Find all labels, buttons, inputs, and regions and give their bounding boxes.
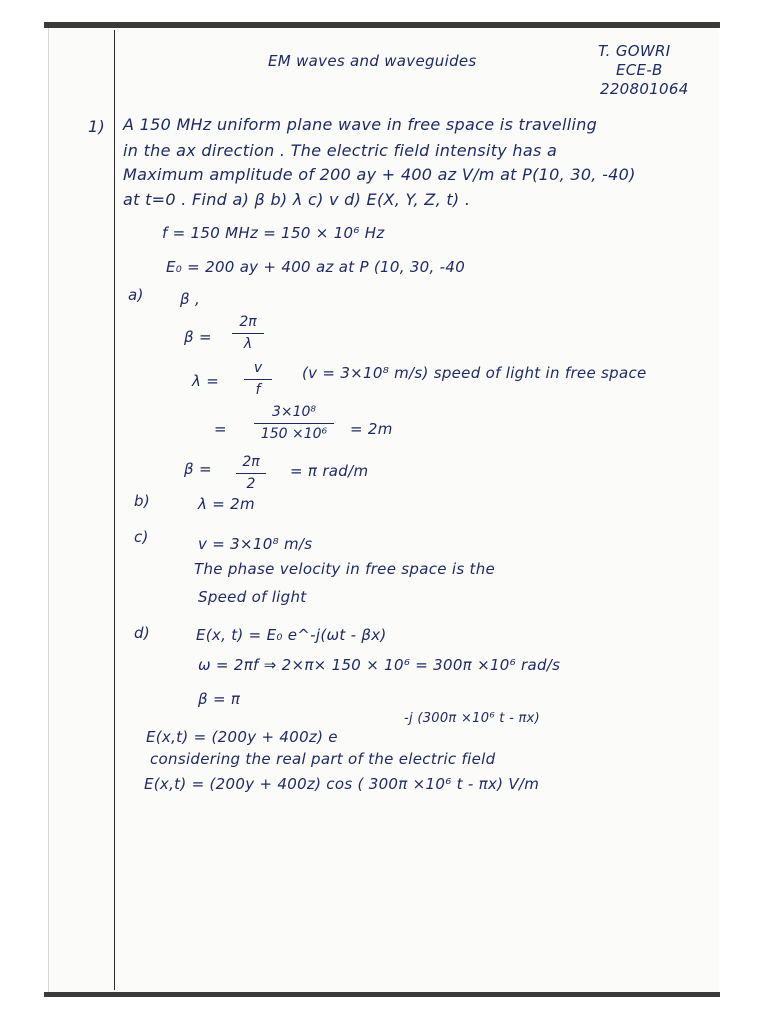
lambda-formula-fraction <box>244 360 272 399</box>
lambda-formula-numerator: v <box>253 360 263 376</box>
lambda-formula-lhs: λ = <box>192 372 220 390</box>
beta-formula-denominator: λ <box>243 336 253 352</box>
wavelength-calc-denominator: 150 ×10⁶ <box>260 426 328 442</box>
field-equation-general: E(x, t) = E₀ e^-j(ωt - βx) <box>196 626 387 644</box>
phase-velocity-answer: v = 3×10⁸ m/s <box>198 535 313 553</box>
beta-value-fraction <box>236 454 266 493</box>
student-class: ECE-B <box>616 61 663 79</box>
wavelength-answer: λ = 2m <box>198 495 255 513</box>
beta-value-lhs: β = <box>184 460 212 478</box>
beta-value-numerator: 2π <box>242 454 260 470</box>
phase-velocity-text-1: The phase velocity in free space is the <box>194 560 496 578</box>
lambda-formula-denominator: f <box>255 382 261 398</box>
phase-velocity-text-2: Speed of light <box>198 588 307 606</box>
fraction-bar <box>254 423 334 424</box>
beta-value-result: = π rad/m <box>290 462 369 480</box>
part-d-label: d) <box>134 624 150 642</box>
beta-formula-numerator: 2π <box>239 314 257 330</box>
beta-value-denominator: 2 <box>246 476 256 492</box>
question-line-4: at t=0 . Find a) β b) λ c) v d) E(X, Y, Z, t) . <box>123 190 471 209</box>
student-name: T. GOWRI <box>598 42 671 60</box>
equals-sign: = <box>214 420 227 438</box>
question-line-3: Maximum amplitude of 200 ay + 400 az V/m at P(10, 30, -40) <box>123 165 636 184</box>
fraction-bar <box>232 333 264 334</box>
beta-formula-fraction <box>232 314 264 353</box>
beta-value: β = π <box>198 690 241 708</box>
field-equation-exponent: -j (300π ×10⁶ t - πx) <box>404 711 541 726</box>
margin-line <box>114 30 115 990</box>
fraction-bar <box>236 473 266 474</box>
assignment-title: EM waves and waveguides <box>268 52 477 70</box>
wavelength-result: = 2m <box>350 420 393 438</box>
part-b-label: b) <box>134 492 150 510</box>
given-amplitude: E₀ = 200 ay + 400 az at P (10, 30, -40 <box>166 258 466 276</box>
speed-of-light-note: (v = 3×10⁸ m/s) speed of light in free space <box>302 364 647 382</box>
given-frequency: f = 150 MHz = 150 × 10⁶ Hz <box>162 224 385 242</box>
field-equation-final: E(x,t) = (200y + 400z) cos ( 300π ×10⁶ t - πx) V/m <box>144 775 540 793</box>
question-line-1: A 150 MHz uniform plane wave in free space is travelling <box>123 115 598 134</box>
part-c-label: c) <box>134 528 149 546</box>
angular-frequency-calc: ω = 2πf ⇒ 2×π× 150 × 10⁶ = 300π ×10⁶ rad/s <box>198 656 561 674</box>
beta-formula-lhs: β = <box>184 328 212 346</box>
student-roll-number: 220801064 <box>600 80 689 98</box>
part-a-beta: β , <box>180 290 201 308</box>
field-equation-phasor: E(x,t) = (200y + 400z) e <box>146 728 338 746</box>
wavelength-calc-numerator: 3×10⁸ <box>271 404 317 420</box>
question-number: 1) <box>88 117 106 136</box>
question-line-2: in the ax direction . The electric field intensity has a <box>123 141 558 160</box>
page-bottom-edge <box>44 992 720 997</box>
real-part-text: considering the real part of the electric field <box>150 750 496 768</box>
part-a-label: a) <box>128 286 144 304</box>
wavelength-calc-fraction <box>254 404 334 443</box>
fraction-bar <box>244 379 272 380</box>
